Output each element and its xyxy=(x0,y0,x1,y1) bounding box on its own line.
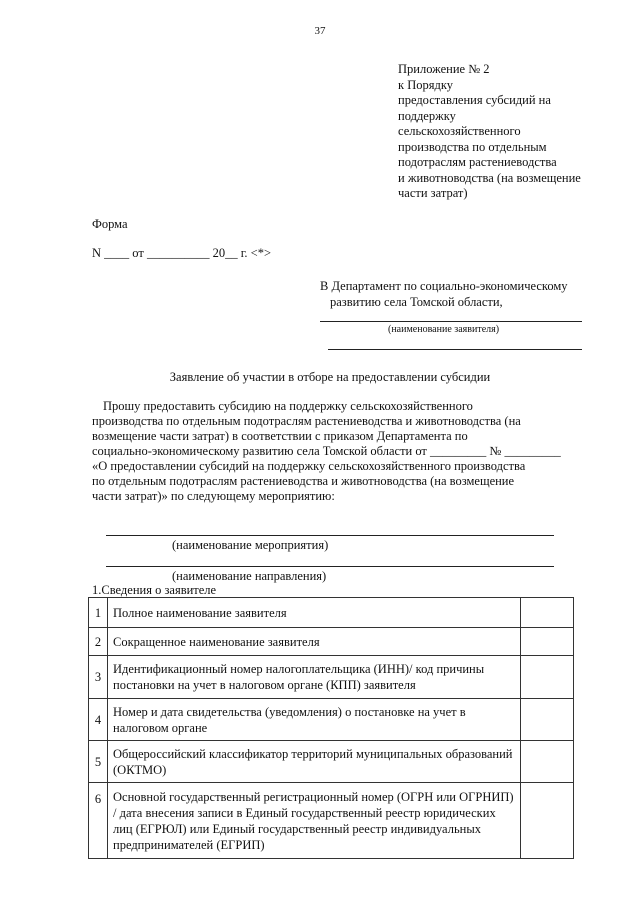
appendix-line: подотраслям растениеводства xyxy=(398,155,557,169)
table-row xyxy=(89,656,574,699)
department-line: развитию села Томской области, xyxy=(330,294,503,309)
applicant-name-field[interactable] xyxy=(320,321,582,322)
appendix-line: производства по отдельным xyxy=(398,139,547,154)
row-number: 6 xyxy=(89,783,108,859)
appendix-line: и животноводства (на возмещение xyxy=(398,170,581,185)
table-row xyxy=(89,699,574,741)
event-name-field[interactable] xyxy=(106,535,554,536)
row-label: Полное наименование заявителя xyxy=(108,598,521,628)
row-label: Номер и дата свидетельства (уведомления) о постановке на учет в налоговом органе xyxy=(108,699,521,741)
body-line: «О предоставлении субсидий на поддержку сельскохозяйственного производства xyxy=(92,459,526,473)
year-blank[interactable]: 20__ xyxy=(212,246,238,260)
table-row xyxy=(89,783,574,859)
row-label: Сокращенное наименование заявителя xyxy=(108,628,521,656)
row-value-cell[interactable] xyxy=(521,699,574,741)
body-line: возмещение части затрат) в соответствии с приказом Департамента по xyxy=(92,429,468,443)
year-suffix: г. <*> xyxy=(240,246,272,260)
event-caption: (наименование мероприятия) xyxy=(172,538,329,552)
row-value-cell[interactable] xyxy=(521,741,574,783)
row-value-cell[interactable] xyxy=(521,783,574,859)
department-address xyxy=(320,279,568,310)
row-label: Идентификационный номер налогоплательщика (ИНН)/ код причины постановки на учет в налоговом органе (КПП) заявителя xyxy=(108,656,521,699)
table-row xyxy=(89,628,574,656)
direction-name-field[interactable] xyxy=(106,566,554,567)
row-value-cell[interactable] xyxy=(521,628,574,656)
date-prefix: от xyxy=(132,246,144,260)
appendix-header xyxy=(398,62,613,202)
body-line: производства по отдельным подотраслям растениеводства и животноводства (на xyxy=(92,414,521,428)
statement-title: Заявление об участии в отборе на предоставлении субсидии xyxy=(169,370,491,384)
row-value-cell[interactable] xyxy=(521,656,574,699)
direction-caption: (наименование направления) xyxy=(172,569,327,583)
applicant-name-field-2[interactable] xyxy=(328,349,582,350)
date-blank[interactable]: __________ xyxy=(146,246,210,260)
row-number: 2 xyxy=(89,628,108,656)
row-value-cell[interactable] xyxy=(521,598,574,628)
department-line: В Департамент по социально-экономическому xyxy=(320,279,568,293)
form-label: Форма xyxy=(92,217,128,231)
row-label: Общероссийский классификатор территорий муниципальных образований (ОКТМО) xyxy=(108,741,521,783)
table-row xyxy=(89,598,574,628)
body-line: по отдельным подотраслям растениеводства и животноводства (на возмещение xyxy=(92,474,515,488)
statement-body xyxy=(92,399,612,504)
number-prefix: N xyxy=(92,246,102,260)
table-row xyxy=(89,741,574,783)
appendix-line: поддержку xyxy=(398,108,456,123)
page-number: 37 xyxy=(314,25,326,37)
appendix-line: предоставления субсидий на xyxy=(398,93,551,107)
row-number: 4 xyxy=(89,699,108,741)
row-number: 1 xyxy=(89,598,108,628)
body-line: части затрат)» по следующему мероприятию: xyxy=(92,489,335,503)
appendix-line: к Порядку xyxy=(398,77,453,92)
applicant-info-table xyxy=(88,597,574,859)
row-number: 3 xyxy=(89,656,108,699)
appendix-line: Приложение № 2 xyxy=(398,62,490,76)
body-line: Прошу предоставить субсидию на поддержку сельскохозяйственного xyxy=(103,399,473,413)
appendix-line: сельскохозяйственного xyxy=(398,124,521,138)
applicant-caption: (наименование заявителя) xyxy=(388,324,500,335)
number-blank[interactable]: ____ xyxy=(104,246,130,260)
section-title: 1.Сведения о заявителе xyxy=(92,583,217,597)
row-label: Основной государственный регистрационный номер (ОГРН или ОГРНИП) / дата внесения записи в Единый государственный реестр юридических лиц (ЕГРЮЛ) или Единый государственный реестр индивидуальных предпринимателей (ЕГРИП) xyxy=(108,783,521,859)
row-number: 5 xyxy=(89,741,108,783)
appendix-line: части затрат) xyxy=(398,186,468,200)
document-number-line xyxy=(92,246,271,261)
body-line: социально-экономическому развитию села Томской области от _________ № _________ xyxy=(92,444,561,458)
